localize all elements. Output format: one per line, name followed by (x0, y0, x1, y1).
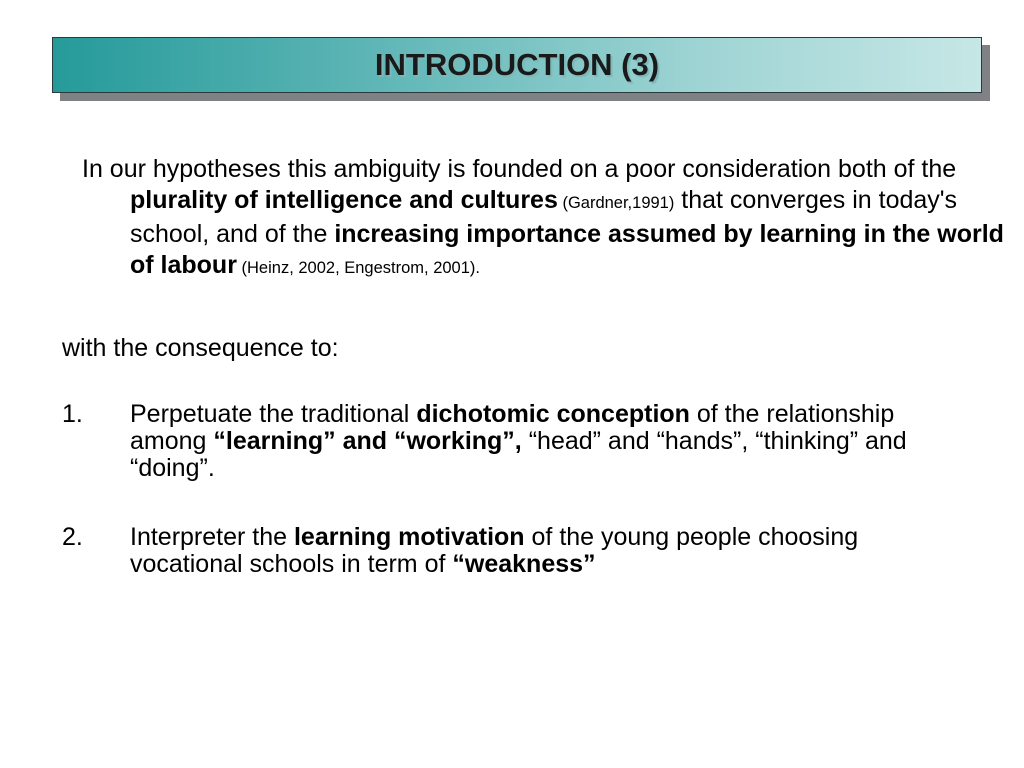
item-2-bold-motivation: learning motivation (293, 523, 525, 551)
item-2-bold-weakness: “weakness” (452, 550, 596, 578)
slide-title: INTRODUCTION (3) (374, 47, 660, 82)
list-item-2 (62, 524, 962, 578)
consequence-label: with the consequence to: (62, 334, 339, 362)
paragraph-text-1: In our hypotheses this ambiguity is founded on a poor consideration both of the (82, 155, 957, 183)
item-1-bold-dichotomic: dichotomic conception (416, 400, 690, 428)
item-1-text-3: “head” and “hands”, “thinking” and “doing”. (130, 427, 907, 482)
citation-heinz-engestrom: (Heinz, 2002, Engestrom, 2001). (236, 259, 480, 277)
title-box (52, 37, 982, 93)
paragraph-text-2: that converges in today's school, and of the (130, 186, 958, 248)
list-item-1 (62, 401, 962, 482)
item-1-bold-learning-working: “learning” and “working”, (213, 427, 522, 455)
citation-gardner: (Gardner,1991) (557, 194, 675, 212)
item-1-text-2: of the relationship among (130, 400, 895, 455)
list-item-number: 2. (62, 523, 83, 551)
item-2-text-2: of the young people choosing vocational schools in term of (130, 523, 859, 578)
paragraph-bold-plurality: plurality of intelligence and cultures (130, 186, 558, 214)
paragraph-bold-importance: increasing importance assumed by learning in the world of labour (130, 220, 1004, 279)
item-2-text-1: Interpreter the (130, 523, 294, 551)
item-1-text-1: Perpetuate the traditional (130, 400, 417, 428)
hypothesis-paragraph (82, 154, 1010, 284)
list-item-number: 1. (62, 400, 83, 428)
